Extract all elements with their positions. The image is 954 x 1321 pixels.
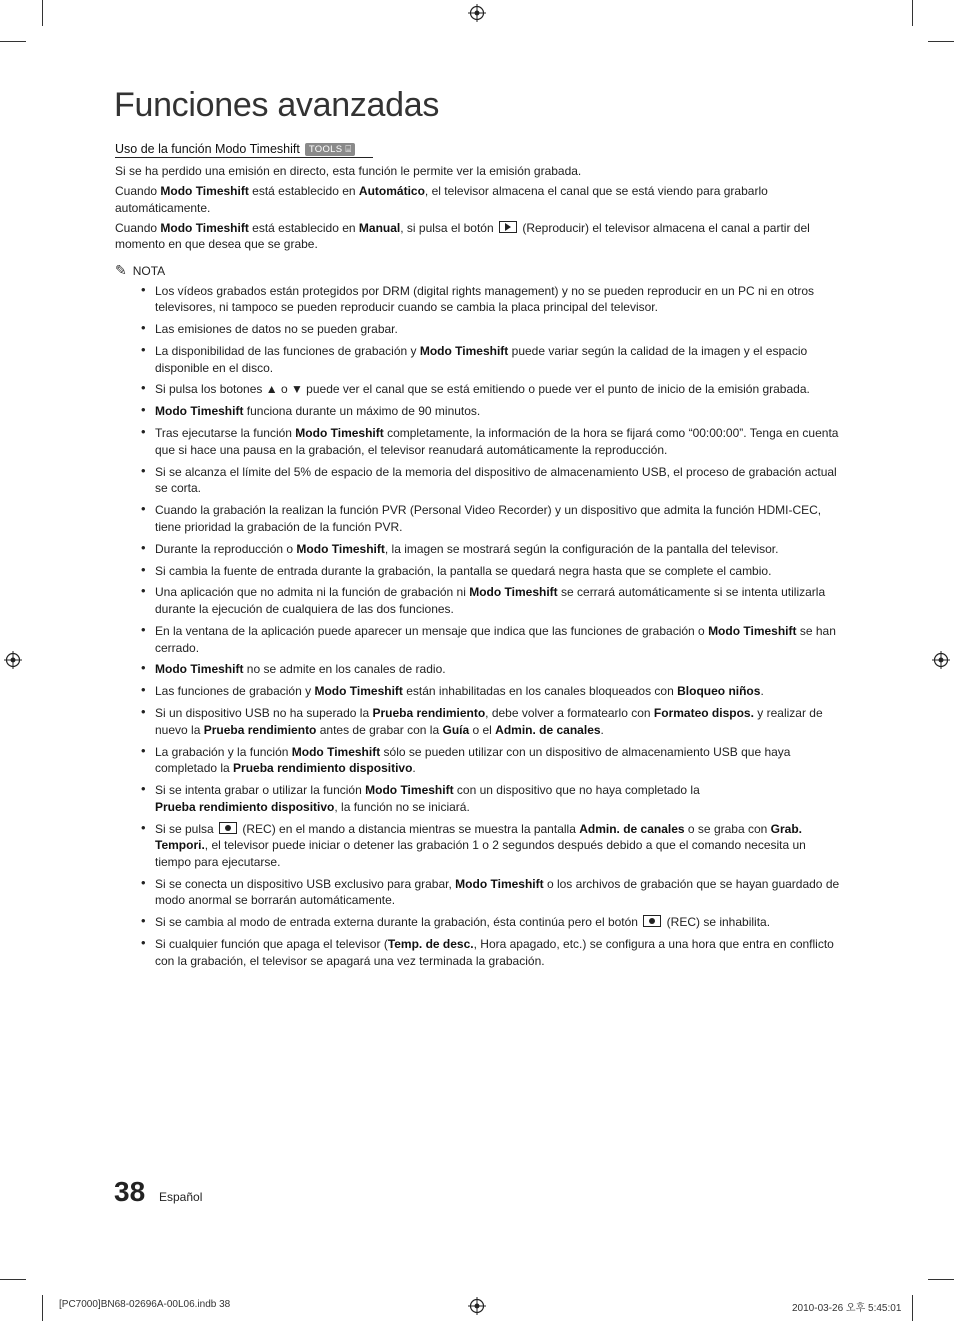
text-run: está establecido en (248, 220, 359, 235)
registration-mark-icon (932, 651, 950, 669)
text-run: están inhabilitadas en los canales bloqueados con (402, 684, 678, 699)
list-item (155, 403, 841, 420)
footer-language: Español (159, 1190, 203, 1204)
bold-term: Automático (358, 184, 425, 199)
bold-term: Manual (358, 220, 401, 235)
text-run: (REC) se inhabilita. (663, 915, 771, 930)
list-item (155, 563, 841, 580)
intro-paragraph (115, 220, 841, 253)
crop-mark (0, 41, 26, 42)
text-run: Si un dispositivo USB no ha superado la (155, 706, 373, 721)
main-content (115, 163, 841, 975)
list-item (155, 782, 841, 815)
text-run: se cerrará automáticamente si se intenta utilizarla durante la ejecución de cualquiera de las dos funciones. (155, 585, 826, 617)
text-run: Si se intenta grabar o utilizar la función (155, 783, 366, 798)
print-slug-timestamp: 2010-03-26 오후 5:45:01 (792, 1303, 902, 1314)
bold-term: Admin. de canales (579, 821, 685, 836)
text-run: Cuando la grabación la realizan la función PVR (Personal Video Recorder) y un dispositivo que admita la función HDMI-CEC, tiene prioridad la grabación de la función PVR. (155, 503, 822, 534)
text-run: , si pulsa el botón (400, 220, 497, 235)
text-run: Si se pulsa (155, 821, 218, 836)
bold-term: Bloqueo niños (677, 684, 761, 699)
crop-mark (42, 1295, 43, 1321)
text-run: Si pulsa los botones ▲ o ▼ puede ver el canal que se está emitiendo o puede ver el punto de inicio de la emisión grabada. (155, 382, 810, 397)
list-item (155, 914, 841, 931)
text-run: está establecido en (248, 184, 359, 199)
text-run: Durante la reproducción o (155, 541, 297, 556)
bold-term: Prueba rendimiento (372, 706, 486, 721)
text-run: Si se ha perdido una emisión en directo, esta función le permite ver la emisión grabada. (115, 164, 582, 178)
bold-term: Modo Timeshift (291, 744, 381, 759)
rec-button-icon (643, 915, 661, 927)
crop-mark (42, 0, 43, 26)
text-run: Si cualquier función que apaga el televisor ( (155, 937, 388, 952)
registration-mark-icon (468, 1297, 486, 1315)
list-item (155, 464, 841, 497)
text-run: puede variar según la calidad de la imagen y el espacio disponible en el disco. (155, 343, 808, 375)
bold-term: Prueba rendimiento dispositivo (155, 799, 335, 814)
intro-paragraph (115, 183, 841, 216)
list-item (155, 821, 841, 871)
list-item (155, 661, 841, 678)
bold-term: Modo Timeshift (295, 426, 384, 441)
registration-mark-icon (468, 4, 486, 22)
text-run: La disponibilidad de las funciones de grabación y (155, 343, 420, 358)
list-item (155, 343, 841, 376)
note-label: NOTA (132, 263, 166, 278)
list-item (155, 876, 841, 909)
text-run: La grabación y la función (155, 744, 292, 759)
text-run: funciona durante un máximo de 90 minutos. (243, 404, 481, 419)
registration-mark-icon (4, 651, 22, 669)
note-heading (115, 262, 841, 280)
play-button-icon (499, 221, 517, 233)
text-run: (Reproducir) el televisor almacena el canal a partir del momento en que desea que se grabe. (115, 220, 810, 252)
bold-term: Modo Timeshift (155, 404, 244, 419)
section-heading (115, 142, 373, 158)
bold-term: Modo Timeshift (419, 343, 509, 358)
bold-term: Modo Timeshift (160, 184, 249, 199)
crop-mark (928, 41, 954, 42)
list-item (155, 744, 841, 777)
text-run: . (412, 761, 416, 776)
list-item (155, 283, 841, 316)
text-run: se han cerrado. (155, 623, 836, 655)
text-run: Las emisiones de datos no se pueden grabar. (155, 322, 398, 337)
section-title: Uso de la función Modo Timeshift (115, 142, 300, 156)
text-run: Tras ejecutarse la función (155, 426, 296, 441)
text-run: Los vídeos grabados están protegidos por DRM (digital rights management) y no se pueden reproducir en un PC ni en otros televisores, ni tampoco se pueden reproducir cuando se cambia la placa principal del televisor. (155, 283, 815, 315)
text-run: Cuando (115, 220, 161, 235)
bold-term: Prueba rendimiento (203, 722, 317, 737)
bold-term: Temp. de desc. (387, 937, 474, 952)
text-run: , el televisor almacena el canal que se está viendo para grabarlo automáticamente. (115, 184, 768, 215)
text-run: Si se cambia al modo de entrada externa durante la grabación, ésta continúa pero el botón (155, 915, 642, 930)
list-item (155, 623, 841, 656)
list-item (155, 541, 841, 558)
text-run: o se graba con (684, 821, 771, 836)
intro-paragraph (115, 163, 841, 180)
rec-button-icon (219, 822, 237, 834)
list-item (155, 584, 841, 617)
crop-mark (0, 1279, 26, 1280)
text-run: . (600, 722, 604, 737)
text-run: Una aplicación que no admita ni la función de grabación ni (155, 585, 470, 600)
text-run: o el (469, 722, 496, 737)
bold-term: Grab. Tempori. (155, 821, 802, 853)
bold-term: Formateo dispos. (653, 706, 754, 721)
intro-paragraphs (115, 163, 841, 253)
text-run: con un dispositivo que no haya completado la (453, 783, 700, 798)
text-run: antes de grabar con la (316, 722, 443, 737)
text-run: Si cambia la fuente de entrada durante la grabación, la pantalla se quedará negra hasta que se complete el cambio. (155, 563, 772, 578)
list-item (155, 381, 841, 398)
note-list (115, 283, 841, 970)
tools-icon: ⌸ (345, 144, 352, 155)
text-run: completamente, la información de la hora se fijará como “00:00:00”. Tenga en cuenta que si hace una pausa en la grabación, el televisor reanudará automáticamente la reproducción. (155, 426, 839, 457)
bold-term: Modo Timeshift (160, 220, 249, 235)
list-item (155, 936, 841, 969)
crop-mark (912, 0, 913, 26)
text-run: , debe volver a formatearlo con (485, 706, 654, 721)
text-run: Las funciones de grabación y (155, 684, 315, 699)
text-run: . (760, 684, 764, 699)
text-run: , el televisor puede iniciar o detener las grabación 1 o 2 segundos después debido a que el comando necesita un tiempo para ejecutarse. (155, 838, 806, 869)
text-run: sólo se pueden utilizar con un dispositivo de almacenamiento USB que haya completado la (155, 744, 791, 776)
crop-mark (912, 1295, 913, 1321)
text-run: En la ventana de la aplicación puede aparecer un mensaje que indica que las funciones de grabación o (155, 623, 709, 638)
print-slug-file: [PC7000]BN68-02696A-00L06.indb 38 (59, 1299, 231, 1310)
list-item (155, 321, 841, 338)
bold-term: Modo Timeshift (296, 541, 385, 556)
page-number: 38 (114, 1176, 146, 1207)
bold-term: Modo Timeshift (365, 783, 454, 798)
pencil-note-icon: ✎ (115, 261, 127, 278)
text-run: Si se alcanza el límite del 5% de espacio de la memoria del dispositivo de almacenamiento USB, el proceso de grabación actual se corta. (155, 464, 837, 496)
bold-term: Admin. de canales (495, 722, 601, 737)
bold-term: Modo Timeshift (155, 662, 244, 677)
text-run: no se admite en los canales de radio. (243, 662, 446, 677)
bold-term: Modo Timeshift (455, 876, 544, 891)
text-run: , la función no se iniciará. (334, 799, 470, 814)
page-title: Funciones avanzadas (114, 86, 440, 124)
list-item (155, 502, 841, 535)
text-run: Cuando (115, 184, 161, 199)
text-run: o los archivos de grabación que se hayan guardado de modo anormal se borrarán automáticamente. (155, 876, 840, 908)
bold-term: Modo Timeshift (469, 585, 558, 600)
tools-badge-label: TOOLS (308, 144, 343, 155)
text-run: Si se conecta un dispositivo USB exclusivo para grabar, (155, 876, 456, 891)
text-run: (REC) en el mando a distancia mientras se muestra la pantalla (239, 821, 580, 836)
list-item (155, 705, 841, 738)
text-run: , Hora apagado, etc.) se configura a una hora que entra en conflicto con la grabación, el televisor se apagará una vez terminada la grabación. (155, 937, 834, 968)
bold-term: Modo Timeshift (314, 684, 403, 699)
text-run: y realizar de nuevo la (155, 706, 823, 737)
list-item (155, 425, 841, 458)
bold-term: Prueba rendimiento dispositivo (233, 761, 413, 776)
crop-mark (928, 1279, 954, 1280)
bold-term: Modo Timeshift (708, 623, 797, 638)
bold-term: Guía (442, 722, 470, 737)
tools-badge (305, 143, 355, 156)
text-run: , la imagen se mostrará según la configuración de la pantalla del televisor. (384, 541, 779, 556)
list-item (155, 683, 841, 700)
